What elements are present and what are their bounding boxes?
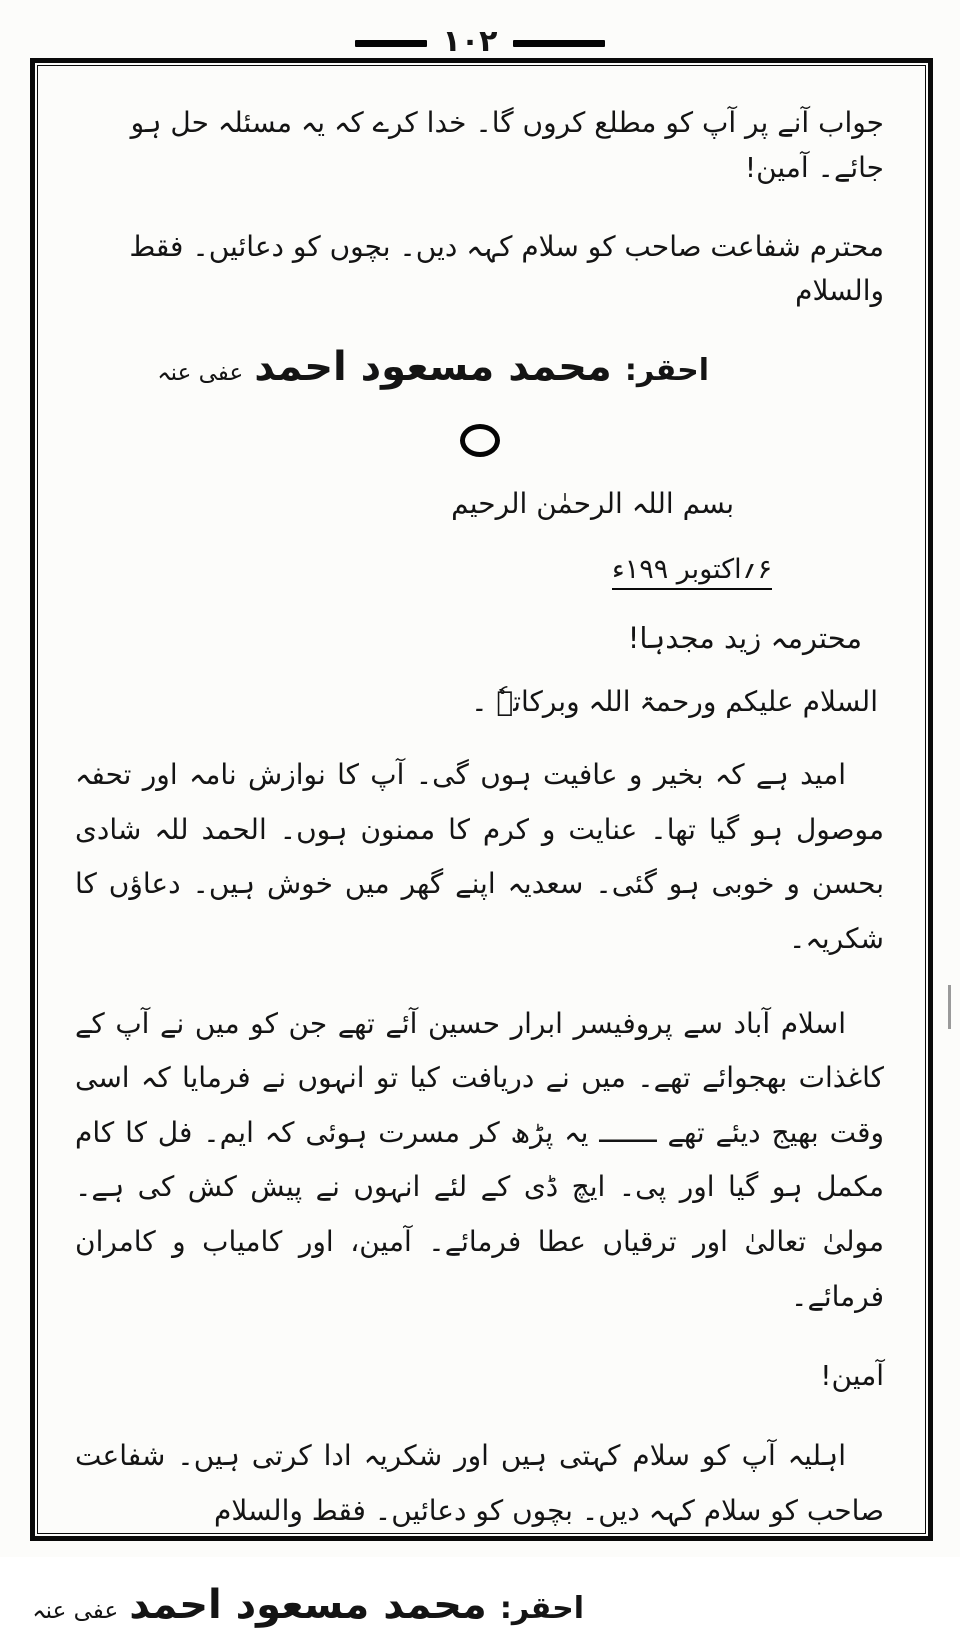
page-border-frame [30, 58, 933, 1628]
letter2-paragraph-2: اسلام آباد سے پروفیسر ابرار حسین آئے تھے جن کو میں نے آپ کے کاغذات بھجوائے تھے۔ میں نے دریافت کیا تو انہوں نے فرمایا کہ اسی وقت بھیج دیئے تھے ـــــــ یہ پڑھ کر مسرت ہوئی کہ ایم۔ فل کا کام مکمل ہو گیا اور پی۔ ایچ ڈی کے لئے انہوں نے پیش کش کی ہے۔ مولیٰ تعالیٰ اور ترقیاں عطا فرمائے۔ آمین، اور کامیاب و کامران فرمائے۔ [75, 1006, 884, 1313]
page-number-rule-left [355, 40, 427, 47]
letter1-closing-line-2: محترم شفاعت صاحب کو سلام کہہ دیں۔ بچوں کو دعائیں۔ فقط والسلام [129, 229, 884, 308]
signature-suffix: عفی عنہ [32, 1598, 119, 1625]
basmala: بسم اللہ الرحمٰن الرحیم [451, 487, 734, 521]
page-number: ۱۰۲ [442, 24, 498, 59]
letter2-date-line [75, 554, 884, 585]
signature-label: احقر: [624, 353, 709, 389]
page-header [0, 26, 960, 61]
letter2-signature [32, 1582, 884, 1628]
letter2-salutation: محترمہ زید مجدہا! [627, 621, 862, 656]
letter1-signature [75, 344, 884, 390]
signature-suffix: عفی عنہ [157, 360, 244, 387]
signature-label: احقر: [499, 1591, 584, 1627]
letter2-greeting: السلام علیکم ورحمۃ اللہ وبرکاتہٗ ۔ [471, 685, 878, 719]
signature-name: محمد مسعود احمد [129, 1582, 487, 1628]
letter2-paragraph-2-amen: آمین! [820, 1359, 884, 1393]
section-divider-ornament [460, 424, 500, 457]
letter2-paragraph-1: امید ہے کہ بخیر و عافیت ہوں گی۔ آپ کا نوازش نامہ اور تحفہ موصول ہو گیا تھا۔ عنایت و کرم کا ممنون ہوں۔ الحمد للہ شادی بحسن و خوبی ہو گئی۔ سعدیہ اپنے گھر میں خوش ہیں۔ دعاؤں کا شکریہ۔ [75, 758, 884, 955]
letter2-paragraph-3: اہلیہ آپ کو سلام کہتی ہیں اور شکریہ ادا کرتی ہیں۔ شفاعت صاحب کو سلام کہہ دیں۔ بچوں کو دعائیں۔ فقط والسلام [75, 1438, 884, 1527]
letter1-closing-line-1: جواب آنے پر آپ کو مطلع کروں گا۔ خدا کرے کہ یہ مسئلہ حل ہو جائے۔ آمین! [130, 106, 884, 184]
letter2-date: ۶؍اکتوبر ۱۹۹ء [612, 554, 772, 590]
signature-name: محمد مسعود احمد [254, 344, 612, 391]
page-number-rule-right [513, 40, 605, 47]
scan-artifact-notch [948, 985, 960, 1029]
